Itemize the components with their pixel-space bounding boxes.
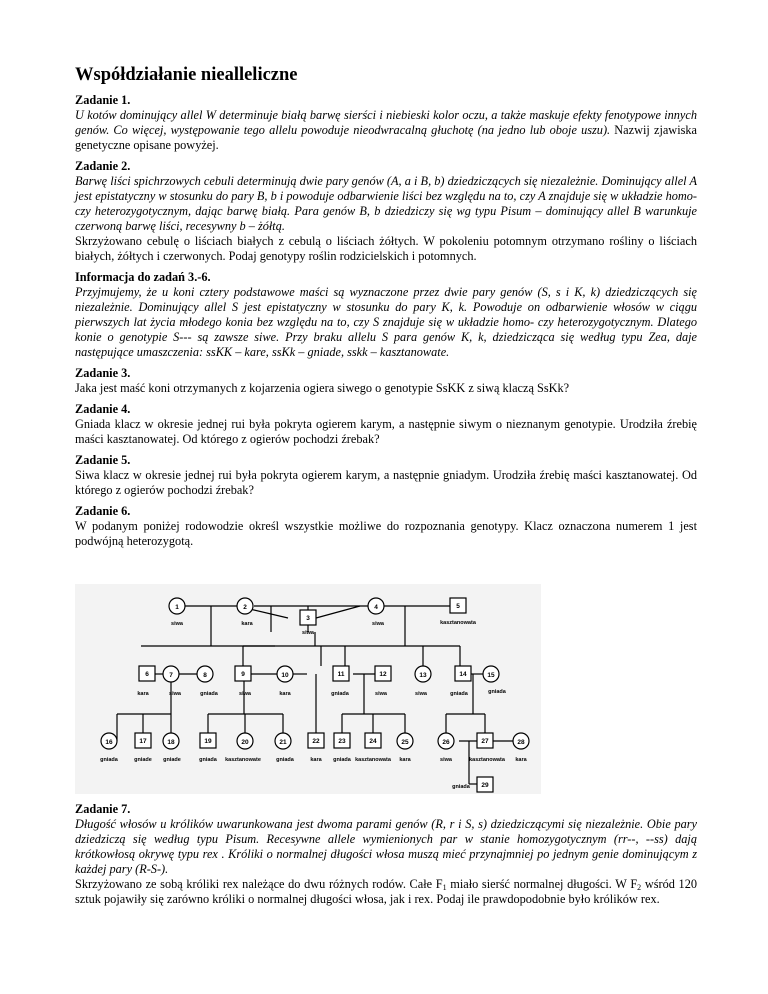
task-7 <box>75 802 697 907</box>
label-16: gniada <box>100 757 118 763</box>
num-21: 21 <box>279 739 287 746</box>
label-24: kasztanowata <box>355 757 391 763</box>
pedigree-svg <box>75 584 541 794</box>
info-heading: Informacja do zadań 3.-6. <box>75 270 211 284</box>
label-8: gniada <box>200 691 218 697</box>
num-4: 4 <box>374 604 378 611</box>
num-1: 1 <box>175 604 179 611</box>
page-title: Współdziałanie niealleliczne <box>75 65 298 85</box>
num-13: 13 <box>419 672 427 679</box>
task-7-sub2: 2 <box>637 883 642 892</box>
num-2: 2 <box>243 604 247 611</box>
task-7-sub1: 1 <box>442 883 447 892</box>
num-5: 5 <box>456 603 460 610</box>
task-4-heading: Zadanie 4. <box>75 402 131 416</box>
num-25: 25 <box>401 739 409 746</box>
num-27: 27 <box>481 738 489 745</box>
num-20: 20 <box>241 739 249 746</box>
task-7-heading: Zadanie 7. <box>75 802 131 816</box>
label-21: gniada <box>276 757 294 763</box>
num-11: 11 <box>337 671 345 678</box>
label-7: siwa <box>169 691 181 697</box>
label-3: siwa <box>302 630 314 636</box>
task-7-question <box>75 877 697 907</box>
num-22: 22 <box>312 738 320 745</box>
task-7-q-part3: wśród 120 sztuk pojawiły się zarówno króliki o normalnej długości włosa, jak i rex. Podaj ile prawdopodobnie było królików rex. <box>75 877 697 906</box>
task-6 <box>75 504 697 549</box>
task-4-question: Gniada klacz w okresie jednej rui była pokryta ogierem karym, a następnie siwym o nieznanym genotypie. Urodziła źrebię maści kasztanowatej. Od którego z ogierów pochodzi źrebak? <box>75 417 697 446</box>
label-19: gniada <box>199 757 217 763</box>
num-8: 8 <box>203 672 207 679</box>
label-20: kasztanowate <box>225 757 261 763</box>
task-1-italic: U kotów dominujący allel W determinuje białą barwę sierści i niebieski kolor oczu, a także maskuje efekty fenotypowe innych genów. Co więcej, występowanie tego allelu powoduje nieodwracalną głuchotę (na jedno lub oboje uszu). <box>75 108 697 137</box>
task-5-question: Siwa klacz w okresie jednej rui była pokryta ogierem karym, a następnie gniadym. Urodziła źrebię maści kasztanowatej. Od którego z ogierów pochodzi źrebak? <box>75 468 697 497</box>
task-6-question: W podanym poniżej rodowodzie określ wszystkie możliwe do rozpoznania genotypy. Klacz oznaczona numerem 1 jest podwójną heterozygotą. <box>75 519 697 548</box>
label-29: gniada <box>452 784 470 790</box>
label-1: siwa <box>171 621 183 627</box>
num-14: 14 <box>459 671 467 678</box>
num-17: 17 <box>139 738 147 745</box>
num-19: 19 <box>204 738 212 745</box>
num-26: 26 <box>442 739 450 746</box>
info-3-6 <box>75 270 697 360</box>
num-12: 12 <box>379 671 387 678</box>
info-text: Przyjmujemy, że u koni cztery podstawowe maści są wyznaczone przez dwie pary genów (S, s i K, k) dziedziczących się niezależnie. Dominujący allel S jest epistatyczny w stosunku do pary K, k. Powoduje on odbarwienie włosów w ciągu pierwszych lat życia młodego konia bez względu na to, czy S znajduje się w układzie homo- czy heterozygotycznym. Dlatego konie o genotypie S--- są zawsze siwe. Przy braku allelu S para genów K, k, dziedzicząca się według typu Zea, daje następujące umaszczenia: ssKK – kare, ssKk – gniade, sskk – kasztanowate. <box>75 285 697 359</box>
num-6: 6 <box>145 671 149 678</box>
task-7-italic: Długość włosów u królików uwarunkowana jest dwoma parami genów (R, r i S, s) dziedziczącymi się niezależnie. Obie pary dziedziczą się według typu Pisum. Recesywne allele wymienionych par w stanie homozygotycznym (rr--, --ss) dają krótkowłosą okrywę typu rex . Króliki o normalnej długości włosa muszą mieć przynajmniej po jednym genie dominującym z każdej pary (R-S-). <box>75 817 697 876</box>
label-23: gniada <box>333 757 351 763</box>
label-12: siwa <box>375 691 387 697</box>
task-2-heading: Zadanie 2. <box>75 159 131 173</box>
task-1-text <box>75 108 697 153</box>
label-14: gniada <box>450 691 468 697</box>
label-27: kasztanowata <box>469 757 505 763</box>
document-body <box>75 64 697 555</box>
task-2-question: Skrzyżowano cebulę o liściach białych z cebulą o liściach żółtych. W pokoleniu potomnym otrzymano rośliny o liściach białych, żółtych i czerwonych. Podaj genotypy roślin rodzicielskich i potomnych. <box>75 234 697 263</box>
label-28: kara <box>515 757 527 763</box>
task-3-question: Jaka jest maść koni otrzymanych z kojarzenia ogiera siwego o genotypie SsKK z siwą klaczą SsKk? <box>75 381 570 395</box>
label-26: siwa <box>440 757 452 763</box>
task-7-q-part2: miało sierść normalnej długości. W F <box>446 877 638 891</box>
label-10: kara <box>279 691 291 697</box>
task-1 <box>75 93 697 153</box>
label-15: gniada <box>488 689 506 695</box>
task-5 <box>75 453 697 498</box>
num-10: 10 <box>281 672 289 679</box>
label-2: kara <box>241 621 253 627</box>
label-17: gniade <box>134 757 152 763</box>
task-5-heading: Zadanie 5. <box>75 453 131 467</box>
num-28: 28 <box>517 739 525 746</box>
pedigree-diagram <box>75 584 541 794</box>
label-18: gniade <box>163 757 181 763</box>
num-23: 23 <box>338 738 346 745</box>
task-6-heading: Zadanie 6. <box>75 504 131 518</box>
num-29: 29 <box>481 782 489 789</box>
task-3-heading: Zadanie 3. <box>75 366 131 380</box>
num-18: 18 <box>167 739 175 746</box>
label-25: kara <box>399 757 411 763</box>
task-7-q-part1: Skrzyżowano ze sobą króliki rex należące do dwu różnych rodów. Całe F <box>75 877 443 891</box>
label-5: kasztanowata <box>440 620 476 626</box>
label-13: siwa <box>415 691 427 697</box>
task-3 <box>75 366 697 396</box>
num-24: 24 <box>369 738 377 745</box>
task-2 <box>75 159 697 264</box>
num-9: 9 <box>241 671 245 678</box>
num-3: 3 <box>306 615 310 622</box>
label-4: siwa <box>372 621 384 627</box>
task-4 <box>75 402 697 447</box>
task-1-question: Nazwij zjawiska genetyczne opisane powyżej. <box>75 123 698 152</box>
label-22: kara <box>310 757 322 763</box>
task-2-italic: Barwę liści spichrzowych cebuli determinują dwie pary genów (A, a i B, b) dziedziczących się niezależnie. Dominujący allel A jest epistatyczny w stosunku do pary B, b i powoduje odbarwienie liści bez względu na to, czy A znajduje się w układzie homo- czy heterozygotycznym, dając barwę białą. Para genów B, b dziedziczy się wg typu Pisum – dominujący allel B warunkuje czerwoną barwę liści, recesywny b – żółtą. <box>75 174 697 233</box>
num-16: 16 <box>105 739 113 746</box>
label-6: kara <box>137 691 149 697</box>
label-11: gniada <box>331 691 349 697</box>
task-1-heading: Zadanie 1. <box>75 93 131 107</box>
num-15: 15 <box>487 672 495 679</box>
label-9: siwa <box>239 691 251 697</box>
num-7: 7 <box>169 672 173 679</box>
